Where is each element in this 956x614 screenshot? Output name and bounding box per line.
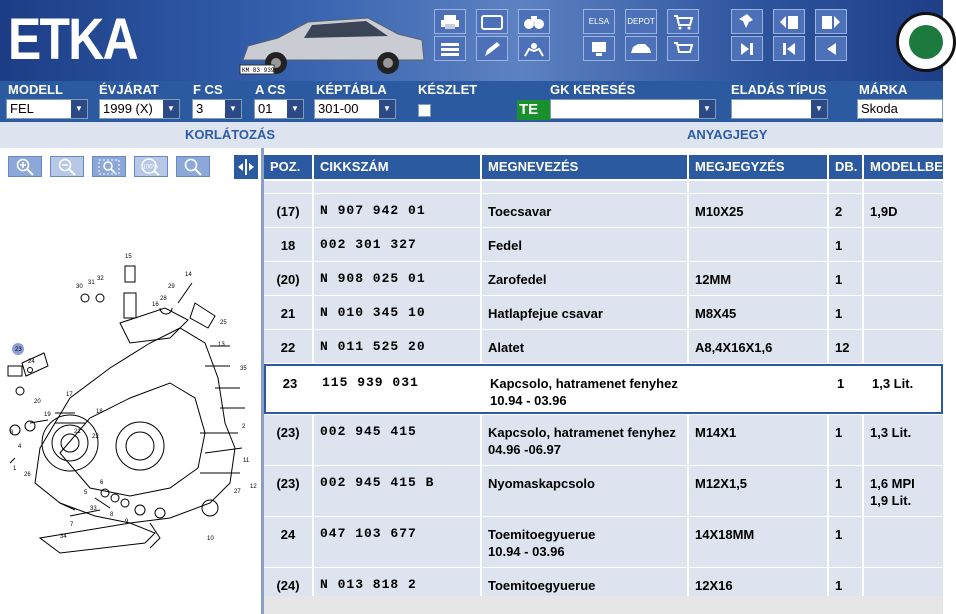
filter-label-modell: MODELL — [8, 82, 63, 97]
sub-header-bar — [0, 122, 943, 148]
mod-text: 1,3 Lit. — [870, 425, 912, 440]
cell-megn — [484, 366, 691, 412]
cell-db — [829, 415, 864, 465]
chevron-down-icon: ▼ — [287, 100, 303, 118]
cell-cikk — [314, 296, 482, 329]
table-row[interactable] — [264, 181, 943, 193]
cart-order-icon[interactable] — [667, 36, 699, 61]
callout-label: 7 — [70, 522, 74, 528]
poz-text: 22 — [280, 340, 296, 355]
callout-label: 35 — [240, 366, 247, 372]
filter-label-gk-kereses: GK KERESÉS — [550, 82, 636, 97]
poz-text: 21 — [280, 306, 296, 321]
callout-label: 30 — [76, 284, 83, 290]
megj-text: M14X1 — [695, 425, 737, 440]
callout-label: 28 — [160, 296, 167, 302]
cell-megn — [482, 194, 689, 227]
megn-text: Fedel — [488, 238, 522, 253]
megj-text: M8X45 — [695, 306, 737, 321]
cell-megn — [482, 228, 689, 261]
cell-megj — [691, 366, 831, 412]
table-row[interactable] — [264, 466, 943, 516]
cell-cikk — [314, 330, 482, 363]
fcs-select[interactable]: 3 ▼ — [192, 99, 242, 119]
callout-label: 26 — [24, 472, 31, 478]
megn-text: Kapcsolo, hatramenet fenyhez — [488, 425, 676, 440]
chevron-down-icon: ▼ — [71, 100, 87, 118]
callout-label: 1 — [13, 466, 17, 472]
callout-label: 2 — [242, 424, 246, 430]
megj-text: 14X18MM — [695, 527, 755, 542]
cell-cikk — [314, 517, 482, 567]
callout-label: 9 — [125, 519, 129, 525]
chevron-down-icon: ▼ — [811, 100, 827, 118]
cell-db — [829, 181, 864, 193]
parts-tree-icon[interactable] — [518, 36, 550, 61]
poz-text: 23 — [282, 376, 298, 391]
last-page-icon[interactable] — [731, 36, 763, 61]
cikk-text: N 013 818 2 — [320, 577, 417, 592]
poz-text: (20) — [276, 272, 300, 287]
cikk-text: 002 945 415 — [320, 424, 417, 439]
poz-text: 24 — [280, 527, 296, 542]
table-row[interactable] — [264, 364, 943, 414]
cikk-text: 002 945 415 B — [320, 475, 435, 490]
marka-select[interactable]: Skoda — [857, 99, 943, 119]
cell-mod — [864, 517, 943, 567]
callout-label: 17 — [66, 392, 73, 398]
callout-label: 29 — [168, 284, 175, 290]
depot-icon[interactable]: DEPOT — [625, 9, 657, 34]
zoom-out-icon[interactable] — [50, 156, 84, 177]
db-text: 1 — [835, 527, 843, 542]
filter-label-eladas-tipus: ELADÁS TÍPUS — [731, 82, 827, 97]
cell-cikk — [314, 228, 482, 261]
pin-icon[interactable] — [731, 9, 763, 34]
filter-label-marka: MÁRKA — [859, 82, 908, 97]
callout-label: 4 — [18, 444, 22, 450]
page-back-icon[interactable] — [773, 9, 805, 34]
mod-text: 1,6 MPI — [870, 476, 915, 491]
db-text: 1 — [835, 425, 843, 440]
edit-pencil-icon[interactable] — [476, 36, 508, 61]
megn-text: Kapcsolo, hatramenet fenyhez — [490, 376, 678, 391]
previous-icon[interactable] — [815, 36, 847, 61]
table-row[interactable] — [264, 330, 943, 363]
cell-megn — [482, 296, 689, 329]
mod-text-line2: 1,9 Lit. — [870, 493, 912, 508]
megn-text: Zarofedel — [488, 272, 547, 287]
poz-text: (24) — [276, 578, 300, 593]
evjarat-select[interactable]: 1999 (X) ▼ — [99, 99, 180, 119]
cell-db — [829, 466, 864, 516]
table-row[interactable] — [264, 194, 943, 227]
modell-select[interactable]: FEL ▼ — [6, 99, 88, 119]
cell-db — [829, 517, 864, 567]
horizontal-scrollbar[interactable] — [264, 596, 943, 614]
cell-poz — [264, 194, 314, 227]
cell-mod — [864, 330, 943, 363]
column-header-megjegyzes[interactable]: MEGJEGYZÉS — [689, 155, 829, 179]
cell-db — [829, 228, 864, 261]
db-text: 1 — [835, 476, 843, 491]
cell-megj — [689, 181, 829, 193]
window-icon[interactable] — [476, 9, 508, 34]
cell-poz — [266, 366, 316, 412]
cell-poz — [264, 296, 314, 329]
filter-label-evjarat: ÉVJÁRAT — [99, 82, 159, 97]
parts-table — [264, 155, 952, 595]
workstation-icon[interactable] — [583, 36, 615, 61]
list-icon[interactable] — [434, 36, 466, 61]
skoda-logo — [896, 12, 956, 72]
megn-text: Nyomaskapcsolo — [488, 476, 595, 491]
db-text: 1 — [835, 238, 843, 253]
megn-text-line2: 10.94 - 03.96 — [488, 544, 565, 559]
column-header-poz[interactable]: POZ. — [264, 155, 314, 179]
callout-label: 11 — [243, 458, 250, 464]
poz-text: (23) — [276, 476, 300, 491]
chevron-down-icon: ▼ — [379, 100, 395, 118]
filter-label-keptabla: KÉPTÁBLA — [316, 82, 387, 97]
cell-megn — [482, 262, 689, 295]
pane-resize-icon[interactable] — [234, 155, 258, 179]
cell-megj — [689, 228, 829, 261]
cell-mod — [864, 466, 943, 516]
cell-megj — [689, 262, 829, 295]
zoom-area-icon[interactable] — [92, 156, 126, 177]
callout-label: 18 — [96, 409, 103, 415]
cell-megn — [482, 330, 689, 363]
cell-megj — [689, 517, 829, 567]
column-header-cikkszam[interactable]: CIKKSZÁM — [314, 155, 482, 179]
megj-text: 12X16 — [695, 578, 733, 593]
cell-poz — [264, 466, 314, 516]
callout-label: 32 — [97, 276, 104, 282]
db-text: 2 — [835, 204, 843, 219]
eladas-tipus-select[interactable] — [731, 99, 828, 119]
callout-label: 6 — [100, 480, 104, 486]
print-icon[interactable] — [434, 9, 466, 34]
cell-megj — [689, 194, 829, 227]
filter-label-fcs: F CS — [193, 82, 223, 97]
cell-db — [829, 296, 864, 329]
mod-text: 1,9D — [870, 204, 898, 219]
cell-cikk — [314, 262, 482, 295]
db-text: 12 — [835, 340, 850, 355]
callout-label: 34 — [60, 534, 67, 540]
column-header-megnevezes[interactable]: MEGNEVEZÉS — [482, 155, 689, 179]
column-header-db[interactable]: DB. — [829, 155, 864, 179]
illustration-pane — [0, 148, 263, 614]
cell-poz — [264, 330, 314, 363]
db-text: 1 — [837, 376, 845, 391]
callout-label: 21 — [74, 429, 81, 435]
cell-db — [829, 330, 864, 363]
cell-poz — [264, 415, 314, 465]
table-row[interactable] — [264, 296, 943, 329]
cell-cikk — [314, 466, 482, 516]
cell-megj — [689, 466, 829, 516]
callout-label: 15 — [125, 254, 132, 260]
callout-label: 10 — [207, 536, 214, 542]
callout-label: 8 — [110, 512, 114, 518]
cell-mod — [864, 262, 943, 295]
cell-cikk — [314, 194, 482, 227]
callout-label: 3 — [10, 430, 14, 436]
megj-text: A8,4X16X1,6 — [695, 340, 773, 355]
cell-mod — [864, 181, 943, 193]
cell-cikk — [316, 366, 484, 412]
cell-mod — [864, 194, 943, 227]
cell-mod — [864, 296, 943, 329]
chevron-down-icon: ▼ — [225, 100, 241, 118]
callout-label: 25 — [220, 320, 227, 326]
table-row[interactable] — [264, 262, 943, 295]
cikk-text: N 011 525 20 — [320, 339, 426, 354]
column-header-modellbev[interactable]: MODELLBEV — [864, 155, 943, 179]
callout-label: 22 — [92, 434, 99, 440]
mod-text: 1,3 Lit. — [872, 376, 914, 391]
callout-label: 12 — [250, 484, 257, 490]
callout-label: 19 — [44, 412, 51, 418]
anyagjegy-label[interactable]: ANYAGJEGY — [687, 127, 768, 142]
table-row[interactable] — [264, 228, 943, 261]
cell-mod — [864, 228, 943, 261]
megn-text: Toemitoegyuerue — [488, 527, 596, 542]
callout-label: 33 — [90, 506, 97, 512]
zoom-100-icon[interactable] — [134, 156, 168, 177]
cell-megn — [482, 517, 689, 567]
shopping-cart-icon[interactable] — [667, 9, 699, 34]
cell-db — [829, 262, 864, 295]
cell-cikk — [314, 415, 482, 465]
cell-cikk — [314, 181, 482, 193]
cell-megj — [689, 330, 829, 363]
cell-db — [829, 194, 864, 227]
poz-text: (17) — [276, 204, 300, 219]
callout-label: 5 — [84, 490, 88, 496]
megn-text-line2: 10.94 - 03.96 — [490, 393, 567, 408]
filter-label-acs: A CS — [255, 82, 286, 97]
callout-label: 27 — [234, 489, 241, 495]
keptabla-select[interactable]: 301-00 ▼ — [314, 99, 396, 119]
first-page-icon[interactable] — [773, 36, 805, 61]
megn-text-line2: 04.96 -06.97 — [488, 442, 562, 457]
svg-text:100%: 100% — [142, 164, 158, 170]
korlatozas-label[interactable]: KORLÁTOZÁS — [185, 127, 276, 142]
cell-db — [831, 366, 866, 412]
megj-text: M12X1,5 — [695, 476, 748, 491]
callout-label: 24 — [28, 359, 35, 365]
cikk-text: N 908 025 01 — [320, 271, 426, 286]
chevron-down-icon: ▼ — [163, 100, 179, 118]
megj-text: 12MM — [695, 272, 732, 287]
te-badge[interactable]: TE — [517, 100, 550, 120]
exploded-view-diagram — [0, 248, 258, 578]
megn-text: Toecsavar — [488, 204, 552, 219]
callout-label: 14 — [185, 272, 192, 278]
car-plate-text: KM 83 939 — [242, 67, 275, 74]
megn-text: Hatlapfejue csavar — [488, 306, 603, 321]
acs-select[interactable]: 01 ▼ — [254, 99, 304, 119]
filter-label-keszlet: KÉSZLET — [418, 82, 478, 97]
cikk-text: N 010 345 10 — [320, 305, 426, 320]
cell-megj — [689, 415, 829, 465]
megj-text: M10X25 — [695, 204, 744, 219]
gk-kereses-select[interactable] — [550, 99, 716, 119]
cell-poz — [264, 181, 314, 193]
cell-poz — [264, 517, 314, 567]
table-row[interactable] — [264, 415, 943, 465]
cell-mod — [864, 415, 943, 465]
megn-text: Alatet — [488, 340, 525, 355]
poz-text: 18 — [280, 238, 296, 253]
header-banner — [0, 0, 943, 81]
cell-megn — [482, 415, 689, 465]
keszlet-checkbox[interactable] — [418, 104, 431, 117]
db-text: 1 — [835, 272, 843, 287]
cell-mod — [866, 366, 945, 412]
etka-logo: ETKA — [8, 7, 137, 72]
elsa-icon[interactable]: ELSA — [583, 9, 615, 34]
cikk-text: 002 301 327 — [320, 237, 417, 252]
db-text: 1 — [835, 306, 843, 321]
cell-poz — [264, 228, 314, 261]
cell-megn — [482, 181, 689, 193]
poz-text: (23) — [276, 425, 300, 440]
cell-megj — [689, 296, 829, 329]
table-row[interactable] — [264, 517, 943, 567]
binoculars-icon[interactable] — [518, 9, 550, 34]
page-forward-icon[interactable] — [815, 9, 847, 34]
filter-bar — [0, 81, 943, 122]
car-image — [238, 8, 428, 80]
vehicle-icon[interactable] — [625, 36, 657, 61]
callout-label: 16 — [152, 302, 159, 308]
callout-label: 23 — [15, 347, 22, 353]
db-text: 1 — [835, 578, 843, 593]
zoom-in-icon[interactable] — [8, 156, 42, 177]
cikk-text: 047 103 677 — [320, 526, 417, 541]
callout-label: 20 — [34, 399, 41, 405]
cell-megn — [482, 466, 689, 516]
cell-poz — [264, 262, 314, 295]
chevron-down-icon: ▼ — [699, 100, 715, 118]
megn-text: Toemitoegyuerue — [488, 578, 596, 593]
callout-label: 13 — [218, 342, 225, 348]
cikk-text: 115 939 031 — [322, 375, 419, 390]
callout-label: 31 — [88, 280, 95, 286]
zoom-search-icon[interactable] — [176, 156, 210, 177]
cikk-text: N 907 942 01 — [320, 203, 426, 218]
